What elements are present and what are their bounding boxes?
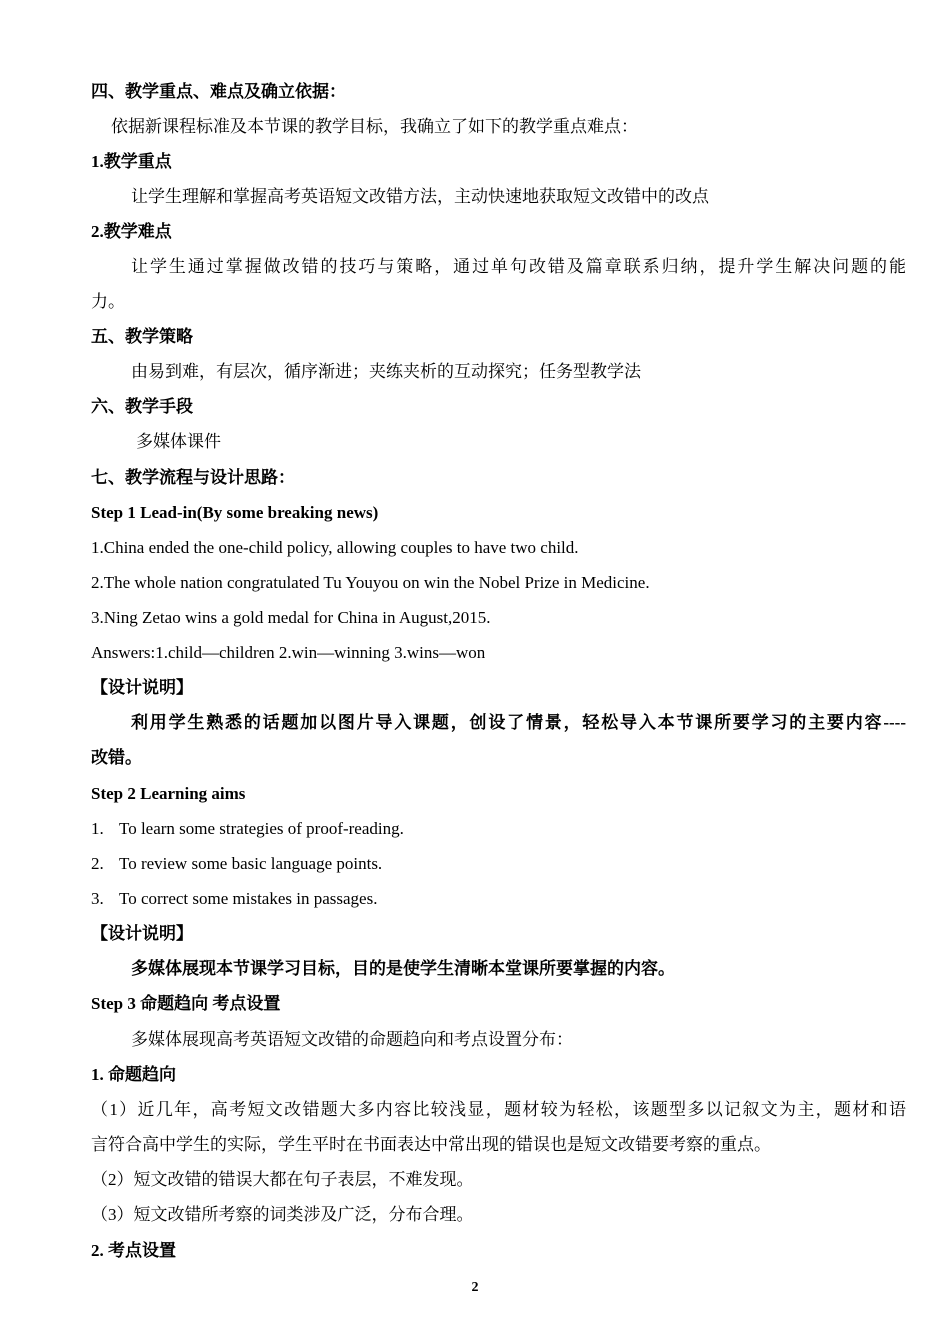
trend-item-1-line1: （1）近几年，高考短文改错题大多内容比较浅显，题材较为轻松，该题型多以记叙文为主，题材和语 — [91, 1100, 906, 1119]
key-points-heading: 1.教学重点 — [91, 152, 172, 171]
step1-item: 3.Ning Zetao wins a gold medal for China in August,2015. — [91, 608, 491, 627]
step2-item-text: To correct some mistakes in passages. — [119, 889, 378, 908]
step2-item-text: To learn some strategies of proof-reading. — [119, 819, 404, 838]
key-points-text: 让学生理解和掌握高考英语短文改错方法，主动快速地获取短文改错中的改点 — [131, 187, 709, 206]
step1-item: 2.The whole nation congratulated Tu Youyou on win the Nobel Prize in Medicine. — [91, 573, 650, 592]
trend-item-2: （2）短文改错的错误大都在句子表层，不难发现。 — [91, 1170, 474, 1189]
step2-item-text: To review some basic language points. — [119, 854, 383, 873]
step2-item — [91, 818, 404, 840]
step2-item — [91, 888, 378, 910]
step2-design-label: 【设计说明】 — [91, 924, 193, 943]
trend-heading: 1. 命题趋向 — [91, 1065, 176, 1084]
difficult-points-text-line2: 力。 — [91, 292, 125, 311]
difficult-points-heading: 2.教学难点 — [91, 222, 172, 241]
step2-title: Step 2 Learning aims — [91, 784, 246, 803]
section-4-heading: 四、教学重点、难点及确立依据： — [91, 82, 346, 101]
step3-title: Step 3 命题趋向 考点设置 — [91, 994, 281, 1013]
section-6-text: 多媒体课件 — [136, 432, 221, 451]
difficult-points-text-line1: 让学生通过掌握做改错的技巧与策略，通过单句改错及篇章联系归纳，提升学生解决问题的能 — [131, 257, 906, 276]
section-7-heading: 七、教学流程与设计思路： — [91, 468, 295, 487]
step3-intro: 多媒体展现高考英语短文改错的命题趋向和考点设置分布： — [131, 1030, 573, 1049]
section-5-text: 由易到难，有层次，循序渐进；夹练夹析的互动探究；任务型教学法 — [131, 362, 641, 381]
step1-title: Step 1 Lead-in(By some breaking news) — [91, 503, 379, 522]
section-4-intro: 依据新课程标准及本节课的教学目标，我确立了如下的教学重点难点： — [111, 117, 638, 136]
page-number: 2 — [471, 1280, 479, 1295]
test-points-heading: 2. 考点设置 — [91, 1241, 176, 1260]
step1-design-label: 【设计说明】 — [91, 678, 193, 697]
step2-design-text: 多媒体展现本节课学习目标，目的是使学生清晰本堂课所要掌握的内容。 — [131, 959, 675, 978]
step1-design-text-line2: 改错。 — [91, 748, 142, 767]
section-6-heading: 六、教学手段 — [91, 397, 193, 416]
step2-item-number: 2. — [91, 854, 104, 873]
step2-item-number: 3. — [91, 889, 104, 908]
step2-item — [91, 853, 383, 875]
trend-item-1-line2: 言符合高中学生的实际，学生平时在书面表达中常出现的错误也是短文改错要考察的重点。 — [91, 1135, 771, 1154]
step1-item: 1.China ended the one-child policy, allowing couples to have two child. — [91, 538, 579, 557]
trend-item-3: （3）短文改错所考察的词类涉及广泛，分布合理。 — [91, 1205, 474, 1224]
step1-design-text-line1: 利用学生熟悉的话题加以图片导入课题，创设了情景，轻松导入本节课所要学习的主要内容---- — [131, 713, 906, 732]
step2-item-number: 1. — [91, 819, 104, 838]
step1-answers: Answers:1.child—children 2.win—winning 3.wins—won — [91, 643, 486, 662]
section-5-heading: 五、教学策略 — [91, 327, 193, 346]
